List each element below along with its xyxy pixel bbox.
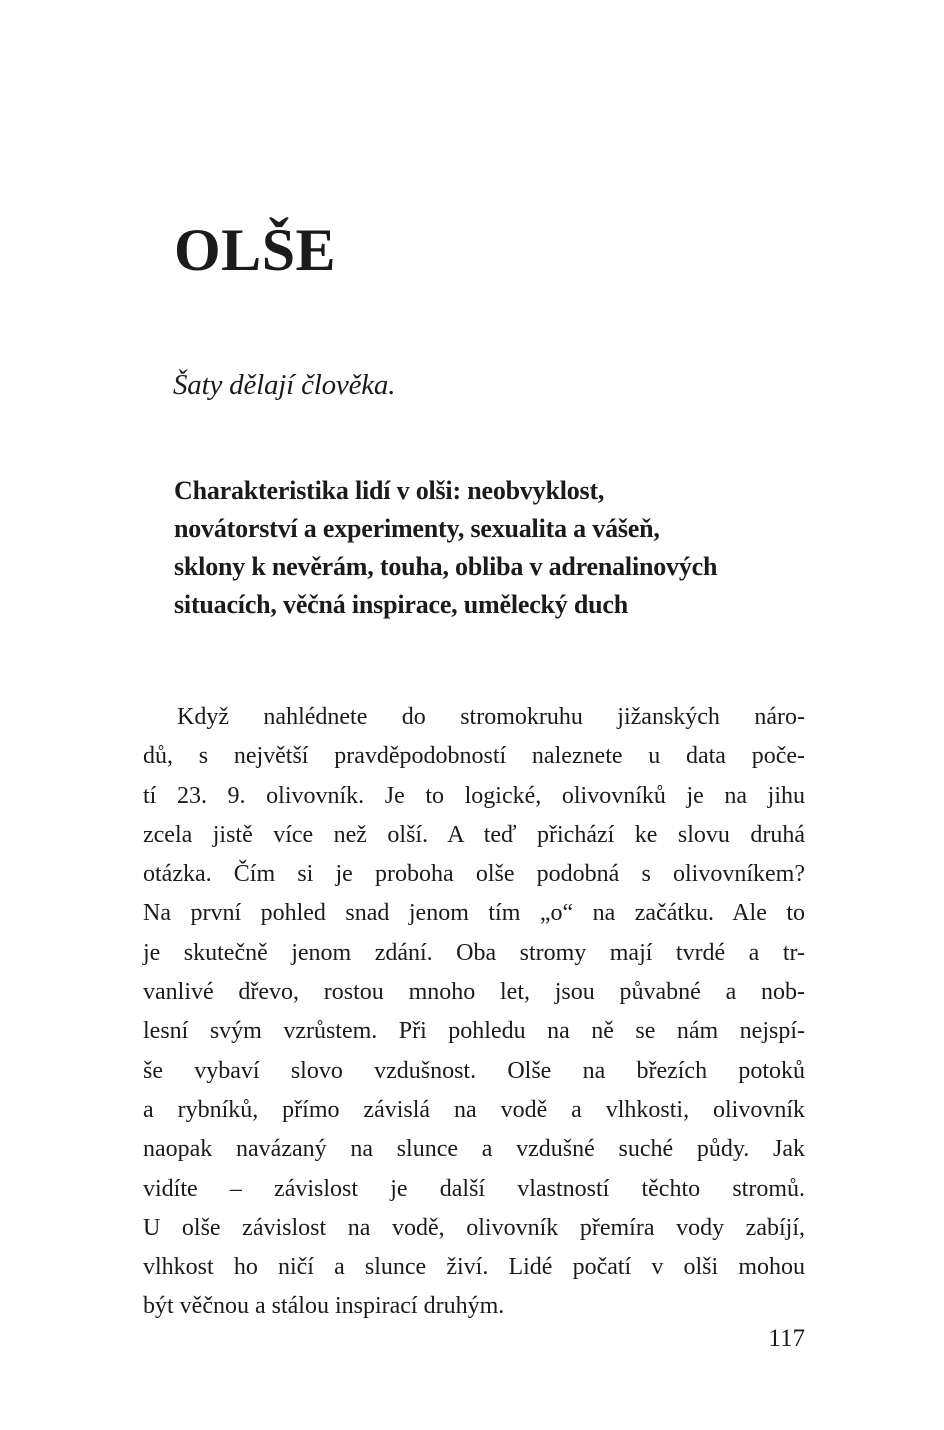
text-line: U olše závislost na vodě, olivovník přemíra vody zabíjí, xyxy=(143,1214,805,1241)
text-line: sklony k nevěrám, touha, obliba v adrenalinových xyxy=(174,552,718,581)
text-line: otázka. Čím si je proboha olše podobná s olivovníkem? xyxy=(143,861,805,888)
page-number: 117 xyxy=(768,1325,805,1352)
text-line: být věčnou a stálou inspirací druhým. xyxy=(143,1293,505,1320)
text-line: naopak navázaný na slunce a vzdušné suché půdy. Jak xyxy=(143,1136,805,1163)
text-line: situacích, věčná inspirace, umělecký duch xyxy=(174,590,629,619)
text-line: je skutečně jenom zdání. Oba stromy mají tvrdé a tr- xyxy=(143,939,805,966)
text-line: Charakteristika lidí v olši: neobvyklost, xyxy=(174,476,605,505)
text-line: še vybaví slovo vzdušnost. Olše na březích potoků xyxy=(143,1057,805,1084)
text-line: dů, s největší pravděpodobností naleznete u data poče- xyxy=(143,743,805,770)
text-line: lesní svým vzrůstem. Při pohledu na ně se nám nejspí- xyxy=(143,1018,805,1045)
text-line: a rybníků, přímo závislá na vodě a vlhkosti, olivovník xyxy=(143,1096,805,1123)
text-line: vanlivé dřevo, rostou mnoho let, jsou půvabné a nob- xyxy=(143,979,805,1006)
chapter-title: OLŠE xyxy=(174,217,337,283)
text-line: tí 23. 9. olivovník. Je to logické, olivovníků je na jihu xyxy=(143,782,805,809)
characteristics-paragraph xyxy=(174,472,834,624)
text-line: zcela jistě více než olší. A teď přichází ke slovu druhá xyxy=(143,821,805,848)
body-paragraph xyxy=(143,698,805,1327)
text-line: Na první pohled snad jenom tím „o“ na začátku. Ale to xyxy=(143,900,805,927)
text-line: vlhkost ho ničí a slunce živí. Lidé počatí v olši mohou xyxy=(143,1254,805,1281)
text-line: novátorství a experimenty, sexualita a vášeň, xyxy=(174,514,660,543)
epigraph: Šaty dělají člověka. xyxy=(173,369,396,401)
text-line: Když nahlédnete do stromokruhu jižanských náro- xyxy=(177,704,805,730)
text-line: vidíte – závislost je další vlastností těchto stromů. xyxy=(143,1175,805,1202)
